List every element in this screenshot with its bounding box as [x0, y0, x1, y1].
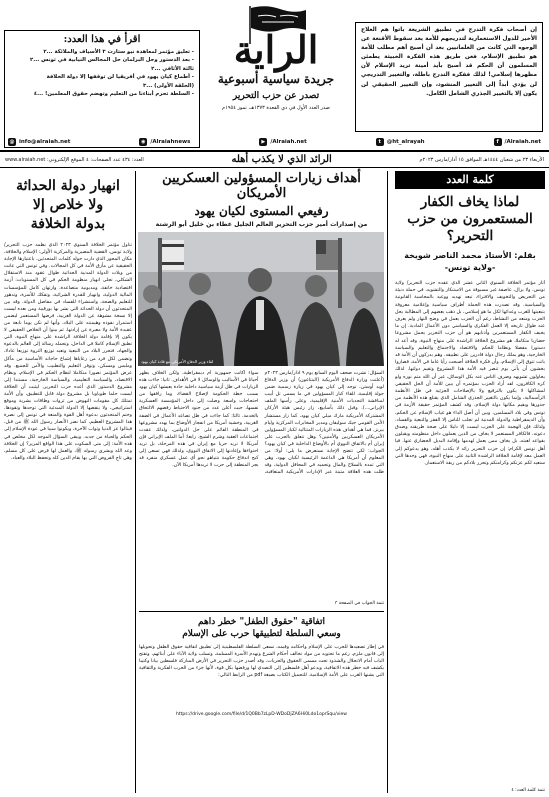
lead-article-photo [138, 232, 384, 366]
editorial-author: بقلم: الأستاذ محمد الناصر شويخة -ولاية تونس- [404, 251, 536, 272]
envelope-icon: @ [9, 139, 15, 145]
first-issue-note: صدر العدد الأول في ذي القعدة ١٣٧٣هـ، تموز ١٩٥٤م [222, 105, 330, 111]
toc-title: اقرأ في هذا العدد: [63, 34, 141, 45]
facebook-icon: f [494, 138, 502, 146]
intro-quote-box: إن أصحاب فكرة التدرج في تطبيق الشريعة باتوا هم العلاج الأخير للدول الاستعمارية لتدريجهم للأمة بعد سقوط الأقنعة عن الوجوه التي كانت من العلمانيين بعد أن أصبح أهم مطلب للأمة هو تطبيق الإسلام، فعن طريق هذه الفكرة الخبيثة يطمئن المسلمون أن الحكم قد أصبح بأيد أمينة تريد الإسلام لأن مظهرها إسلامي! لذلك ففكرة التدرج باطلة، والتغيير التدريجي لن يؤدي أبداً إلى التغيير المنشود، وإن التغيير الحقيقي لن يكون إلا بالتغيير الجذري الشامل الكامل. [355, 22, 543, 132]
newspaper-subtitle: جريدة سياسية أسبوعية [217, 72, 335, 86]
lead-article-title: أهداف زيارات المسؤولين العسكريين الأمريكان [162, 171, 361, 201]
modernity-article-body: تناول مؤتمر الخلافة السنوي ٢٠٢٣ الذي نظمه حزب التحرير/ ولاية تونس، القضية المصيرية والمركزية الأولى: الإسلام والخلافة، مكان المحور الذي دارت حوله كلمات المتحدثين، باعتبارها الإجابة الحقيقية عن مأزق الأمة في كل المجالات. وفي تونس التي عانت من ويلات الدولة المدنية الحداثية طوال عقود منذ الاستقلال الشكلي، تجلى انهيار منظومة الحكم في كل المستويات: أزمة اقتصادية خانقة، ومديونية متصاعدة، وارتهان كامل للمؤسسات المالية الدولية، وانهيار للقدرة الشرائية، وتفكك للأسرة، وتدهور للتعليم والصحة، واستشراء للفساد في مفاصل الدولة. وقد بين المتحدثون أن دولة الحداثة التي بشر بها بورقيبة ومن بعده ليست إلا نسخة مشوهة عن الدولة الغربية، فرضها المستعمر ليضمن استمرار نفوذه وهيمنته على البلاد، وأنها لم تكن يوما نابعة من عقيدة الأمة ولا معبرة عن إرادتها. ثم بينوا أن الخلاص الحقيقي لا يكون إلا بإقامة دولة الخلافة الراشدة على منهاج النبوة، التي تطبق الإسلام كاملا في الداخل، وتحمله رسالة إلى العالم بالدعوة والجهاد، فتحرر البلاد من التبعية وتعيد توزيع الثروة توزيعا عادلا، وتضمن لكل فرد من رعاياها إشباع حاجاته الأساسية من مأكل وملبس ومسكن، وتوفر التعليم والتطبيب والأمن للجميع. وقد عرض المؤتمر تصورا متكاملا لنظام الحكم في الإسلام، ونظام الاقتصاد، والسياسة التعليمية، والسياسة الخارجية، مستندا إلى مشروع الدستور الذي أعده حزب التحرير، ليثبت أن الخلافة ليست حلما طوباويا بل مشروع دولة قابل للتطبيق، وأن الأمة تمتلك كل مقومات النهوض من ثروات وطاقات بشرية وموقع استراتيجي، ولا ينقصها إلا الدولة المبدئية التي توحدها وتقودها. وختم المتحدثون بدعوة أهل القوة والمنعة في تونس إلى نصرة هذا المشروع العظيم، كما نصر الأنصار رسول الله ﷺ من قبل، فينالوا عز الدنيا وثواب الآخرة، ويكونوا سببا في عودة الإسلام إلى الحكم والحياة من جديد. ويبقى السؤال الموجه لكل مخلص في هذه الأمة: إلى متى السكوت على هذا الواقع المرير؟ إن الخلافة وعد الله وبشرى رسوله ﷺ، والعمل لها فرض على كل مسلم، وهي تاج الفروض التي بها يقام الدين كله وتحفظ البلاد والعباد. [4, 243, 132, 461]
social-link-youtube[interactable] [259, 135, 306, 149]
table-of-contents [4, 30, 200, 148]
twitter-icon: t [376, 138, 384, 146]
lead-article-body: السؤال: نشرت صحف اليوم السابع يوم ٩ آذار/مارس ٢٠٢٣م (أعلنت وزارة الدفاع الأمريكية (البنتاغون) أن وزير الدفاع لويد أوستن، توجه إلى كيان يهود في زيارة رسمية ضمن جولة إقليمية، للقاء كبار المسؤولين في ما يسمى تل أبيب لمناقشة التحديات الأمنية الإقليمية، وعلى رأسها الملف الإيراني...). وقبل ذلك بأسابيع، زار رئيس هيئة الأركان المشتركة الأمريكية مارك ميلي كيان يهود، كما زار مستشار الأمن القومي جيك سوليفان ومدير المخابرات المركزية وليام بيرنز. فما هي أهداف هذه الزيارات المتتالية لكبار المسؤولين الأمريكان العسكريين والأمنيين؟ وهل تتعلق بالحرب على إيران أم بالاتفاق النووي أم بالأوضاع الداخلية في كيان يهود؟ الجواب: لكي تتضح الإجابة نستعرض ما يلي: أولا: من المعلوم أن أمريكا هي الداعمة الرئيسية لكيان يهود، وهي التي تمده بالسلاح والمال وتحميه في المحافل الدولية، وقد ظلت هذه العلاقة متينة عبر الإدارات الأمريكية المتعاقبة، سواء أكانت جمهورية أم ديمقراطية، ولكن الخلاف يظهر أحيانا في الأساليب والوسائل لا في الأهداف. ثانيا: جاءت هذه الزيارات في ظل أزمة سياسية داخلية حادة يعيشها كيان يهود بسبب خطة الحكومة لإصلاح القضاء، وما رافقها من احتجاجات واسعة وصلت إلى داخل المؤسسة العسكرية نفسها، حيث أعلن عدد من جنود الاحتياط رفضهم الالتحاق بالخدمة. ثالثا: كما جاءت في ظل تصاعد الأعمال في الضفة الغربية، وخشية أمريكا من انفجار الأوضاع بما يهدد مشروعها في المنطقة القائم على حل الدولتين، ولذلك عقدت اجتماعات العقبة وشرم الشيخ. رابعا: أما الملف الإيراني فإن أمريكا لا تريد حربا مع إيران في هذه المرحلة، بل تريد احتواءها وإعادتها إلى الاتفاق النووي، ولذلك فهي تسعى إلى كبح اندفاع حكومة نتنياهو نحو أي عمل عسكري منفرد قد يجر المنطقة إلى حرب لا تريدها أمريكا الآن. [139, 371, 384, 476]
download-link[interactable]: https://drive.google.com/file/d/1Q0Bb7zLpD-WDoDjZA6Hi0Ldo1oprSqu/view [176, 712, 347, 717]
child-rights-body: في إطار تصعيدها للحرب على الإسلام وأحكامه وقيمه، تسعى السلطة الفلسطينية إلى تطبيق اتفاقية حقوق الطفل وتحويلها إلى قانون ملزم، رغم ما تحتويه من مواد تخالف أحكام الشرع وتهدم الأسرة المسلمة، وتسلب ولاية الآباء على أبنائهم، وتفتح الباب أمام الانحلال والشذوذ تحت مسمى الحقوق والحريات. وقد أصدر حزب التحرير في الأرض المباركة فلسطين بيانا وكتيبا يكشف فيه خطر هذه الاتفاقية، ويدعو أهل فلسطين إلى التصدي لها ورفضها بكل قوة، لأنها جزء من الحرب الفكرية والثقافية التي يشنها الغرب على الأمة الإسلامية. للتحميل الكتاب بصيغة pdf من الرابط التالي: [139, 645, 384, 679]
motto: الرائد الذي لا يكذب أهله [231, 154, 332, 165]
social-links-bar [0, 135, 549, 149]
social-link-label: info@alraiah.net [19, 139, 71, 145]
child-rights-article [139, 611, 384, 717]
globe-icon: ◉ [141, 139, 146, 145]
lead-article-subtitle: رفيعي المستوى لكيان يهود [194, 204, 329, 218]
editorial-column [395, 171, 545, 793]
date-motto-bar [0, 150, 549, 168]
editorial-header: كلمة العدد [395, 171, 545, 189]
editorial-title: لماذا يخاف الكفار المستعمرون من حزب التحرير؟ [407, 194, 533, 244]
toc-item[interactable]: - السلطة تحرم أبناءنا من التعليم وتهضم حقوق المعلمين! ...٤ [33, 91, 194, 98]
editorial-body: أثار مؤتمر الخلافة السنوي الثاني عشر الذي عقده حزب التحرير/ ولاية تونس، ولا يزال، عاصفة غير مسبوقة من الاستنكار والتشويه، في حملة دنيئة من التحريض والتخويف والافتراء، تبعه تهديد ووعيد بالمحاسبة القانونية والسياسية. وقد تصدرت هذه الحملة أطراف سياسية وإعلامية معروفة بتبعيتها للغرب وعدائها لكل ما هو إسلامي، بل ذهب بعضهم إلى المطالبة بحل الحزب ومنعه من النشاط، رغم أن الحزب يعمل في وضح النهار ولم يعرف عنه طوال تاريخه إلا العمل الفكري والسياسي دون الأعمال المادية. إن ما يخيف الكفار المستعمرين وأذنابهم هو أن حزب التحرير يحمل مشروعا حضاريا متكاملا، هو مشروع الخلافة الراشدة على منهاج النبوة، وقد أعد له دستورا مفصلا ونظاما للحكم والاقتصاد والاجتماع والتعليم والسياسة الخارجية، وهو يملك رجال دولة قادرين على تطبيقه. وهم يدركون أن الأمة قد باتت تتوق إلى الإسلام، وأن فكرة الخلافة أصبحت رأيا عاما في الأمة، فصاروا يخشون أن يأتي يوم تنصر فيه الأمة هذا المشروع وتقيم دولتها. لذلك يحاولون تشويهه وصرف الناس عنه بكل الوسائل، غير أن الله متم نوره ولو كره الكافرون. لقد أراد الحزب بمؤتمره أن يبين للأمة أن الحل الحقيقي لمشاكلها لا يكون بالترقيع ولا بالإصلاحات الجزئية في ظل الأنظمة الرأسمالية، وإنما يكون بالتغيير الجذري الشامل الذي يقتلع هذه الأنظمة من جذورها ويقيم مكانها دولة الإسلام. وقد كشف المؤتمر حقيقة الأزمة في تونس وفي بلاد المسلمين، وبين أن أصل الداء هو غياب الإسلام عن الحكم، وأن الديمقراطية والدولة المدنية لم تجلب للناس إلا الفقر والتبعية والفساد. ولذلك فإن الهجمة على الحزب ليست إلا دليلا على صحة طريقته وصدق دعوته، فالكافر المستعمر لا يخاف من الذين يعملون داخل منظومته ويقبلون بقواعد لعبته، بل يخاف ممن يعمل لهدمها وإقامة البديل الحضاري عنها. فيا أهل تونس الكرام: إن حزب التحرير رائد لا يكذب أهله، وهو يدعوكم إلى العمل معه لإقامة الخلافة الراشدة الثانية على منهاج النبوة، فهي وحدها التي ستعيد لكم عزتكم وكرامتكم وتحرر بلادكم من ربقة الاستعمار. [395, 281, 545, 467]
masthead-header [0, 0, 549, 165]
modernity-article-title: انهيار دولة الحداثة ولا خلاص إلا بدولة الخلافة [16, 178, 120, 232]
lead-article [135, 171, 388, 793]
newspaper-logo[interactable] [206, 4, 346, 130]
social-link-label: /Alraiah.net [504, 139, 541, 145]
social-link-label: @ht_alrayah [386, 139, 425, 145]
toc-item[interactable]: - تعليق مؤتمر لمعاهدة نيو ستارت ٣ الأسياف والملائكة ...٢ [43, 49, 194, 55]
issue-date: الأربعاء ٢٣ من شعبان ١٤٤٤هـ الموافق ١٥ آذار/مارس ٢٠٢٣م [419, 156, 544, 163]
toc-item[interactable]: - أطماع كيان يهود في أفريقيا لن توقفها إلا دولة الخلافة [46, 74, 194, 81]
issue-info: العدد: ٤٣٤ عدد الصفحات: ٤ الموقع الإلكتروني: www.alraiah.net [5, 156, 144, 163]
toc-item[interactable]: (الحلقة الأولى) ...٣ [142, 82, 194, 89]
officials-meeting-photo [138, 232, 384, 366]
social-link-facebook[interactable] [494, 135, 541, 149]
toc-item[interactable]: - بعد الدستور وحل البرلمان حل المجالس النيابية في تونس ...٢ [30, 57, 194, 64]
continued-note: تتمة كلمة العدد: ٤ [511, 788, 545, 793]
newspaper-title: الراية [233, 27, 319, 72]
youtube-icon: ▶ [259, 138, 267, 146]
newspaper-publisher: تصدر عن حزب التحرير [232, 91, 320, 101]
social-link-label: /Alraiahnews [150, 139, 191, 145]
modernity-article [4, 171, 132, 793]
child-rights-title: اتفاقية "حقوق الطفل" خطر داهم وسعي السلطة لتطبيقها حرب على الإسلام [182, 617, 341, 639]
lead-article-continued: تتمة الجواب في الصفحة ٣ [334, 601, 384, 606]
lead-article-source: من إصدارات أمير حزب التحرير العالم الجليل عطاء بن خليل أبو الرشتة [155, 221, 368, 228]
toc-item[interactable]: ثالثة الأثافي ...٢ [151, 65, 194, 72]
photo-caption: لقاء وزير الدفاع الأمريكي مع قادة كيان يهود [141, 359, 214, 364]
social-link-site[interactable] [139, 135, 190, 149]
social-link-email[interactable] [8, 135, 70, 149]
social-link-label: /Alraiah.net [270, 139, 307, 145]
social-link-twitter[interactable] [376, 135, 425, 149]
